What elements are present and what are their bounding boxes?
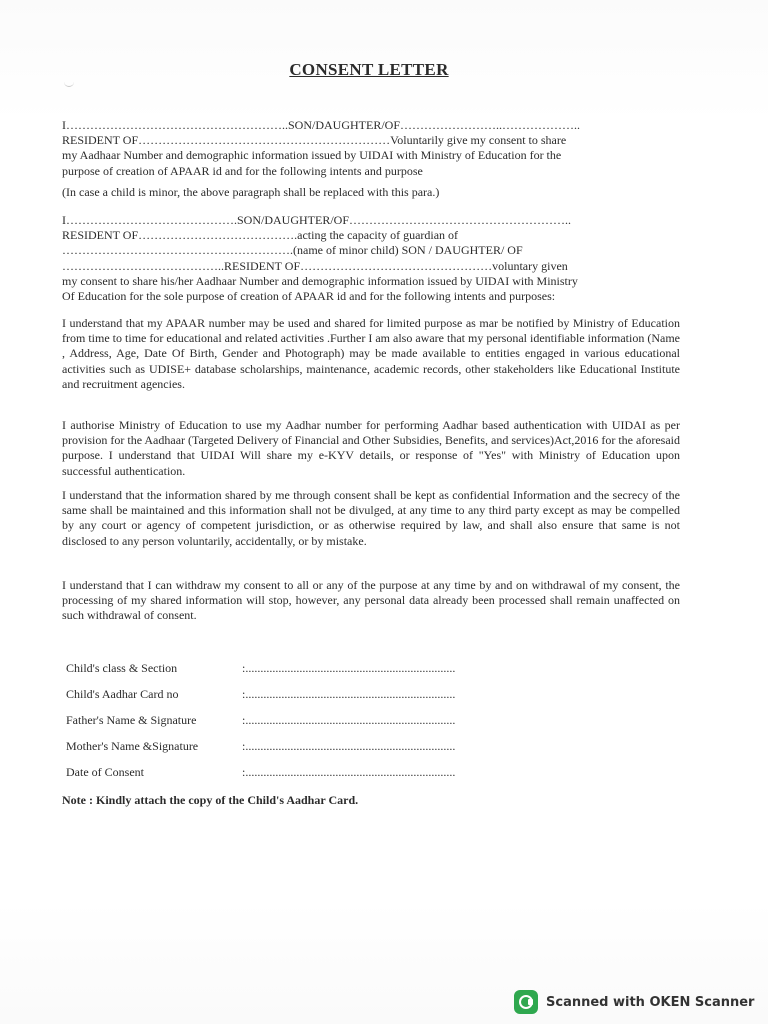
oken-scanner-icon: [514, 990, 538, 1014]
paragraph-text: I authorise Ministry of Education to use my Aadhar number for performing Aadhar based authentication with UIDAI as per provision for the Aadhaar (Targeted Delivery of Financial and Other Subsidies, Benefits, and services)Act,2016 for the aforesaid purpose. I understand that UIDAI Will share my e-KYV details, or response of "Yes" with Ministry of Education upon successful authentication.: [62, 418, 680, 478]
field-blank[interactable]: :......................................................................: [242, 713, 456, 727]
field-blank[interactable]: :......................................................................: [242, 739, 456, 753]
minor-line-3: ………………………………………………….(name of minor child) SON / DAUGHTER/ OF: [62, 243, 523, 258]
minor-line-4: …………………………………..RESIDENT OF…………………………………………voluntary given: [62, 258, 568, 273]
adult-line-1: I………………………………………………..SON/DAUGHTER/OF……………………..………………..: [62, 118, 581, 132]
adult-consent-block: [62, 118, 680, 179]
minor-note-text: (In case a child is minor, the above paragraph shall be replaced with this para.): [62, 185, 440, 199]
field-mother-name[interactable]: [66, 739, 506, 755]
scanner-watermark-text: Scanned with OKEN Scanner: [546, 994, 755, 1010]
adult-line-4: purpose of creation of APAAR id and for the following intents and purpose: [62, 163, 423, 178]
adult-line-3: my Aadhaar Number and demographic information issued by UIDAI with Ministry of Education for the: [62, 148, 562, 163]
minor-line-6: Of Education for the sole purpose of creation of APAAR id and for the following intents and purposes:: [62, 289, 556, 304]
field-blank[interactable]: :......................................................................: [242, 661, 456, 675]
field-label: Father's Name & Signature: [66, 713, 197, 727]
minor-note: [62, 185, 680, 200]
field-label: Child's Aadhar Card no: [66, 687, 179, 701]
field-label: Mother's Name &Signature: [66, 739, 199, 753]
field-date-of-consent[interactable]: [66, 765, 506, 781]
aadhar-attachment-note: Note : Kindly attach the copy of the Child's Aadhar Card.: [62, 793, 359, 807]
field-blank[interactable]: :......................................................................: [242, 687, 456, 701]
document-title: CONSENT LETTER: [289, 60, 449, 79]
paragraph-text: I understand that my APAAR number may be used and shared for limited purpose as mar be notified by Ministry of Education from time to time for educational and related activities .Further I am also aware that my personal identifiable information (Name , Address, Age, Date Of Birth, Gender and Photograph) may be made available to entities engaged in various educational activities such as UDISE+ database scholarships, maintenance, academic records, other stakeholders like Educational Institute and recruitment agencies.: [62, 316, 680, 391]
scanner-watermark: [514, 990, 754, 1014]
field-blank[interactable]: :......................................................................: [242, 765, 456, 779]
minor-line-1: I…………………………………….SON/DAUGHTER/OF………………………………………………..: [62, 213, 572, 227]
minor-line-5: my consent to share his/her Aadhaar Number and demographic information issued by UIDAI with Ministry: [62, 273, 578, 288]
aadhar-authorisation-paragraph: [62, 418, 680, 479]
scan-smudge: [64, 80, 74, 87]
minor-consent-block: [62, 213, 680, 304]
paragraph-text: I understand that I can withdraw my consent to all or any of the purpose at any time by and on withdrawal of my consent, the processing of my shared information will stop, however, any personal data already been processed shall remain unaffected on such withdrawal of consent.: [62, 578, 680, 623]
apaar-usage-paragraph: [62, 316, 680, 392]
paragraph-text: I understand that the information shared by me through consent shall be kept as confidential Information and the secrecy of the same shall be maintained and this information shall not be divulged, at any time to any third party except as may be compelled by any court or agency of competent jurisdiction, or as otherwise required by law, and shall also ensure that same is not disclosed to any person voluntarily, accidentally, or by mistake.: [62, 488, 680, 548]
adult-line-2: RESIDENT OF………………………………………………………Voluntarily give my consent to share: [62, 133, 567, 148]
field-father-name[interactable]: [66, 713, 506, 729]
field-label: Child's class & Section: [66, 661, 178, 675]
field-child-aadhar[interactable]: [66, 687, 506, 703]
field-label: Date of Consent: [66, 765, 144, 779]
confidentiality-paragraph: [62, 488, 680, 549]
field-child-class[interactable]: [66, 661, 506, 677]
withdrawal-paragraph: [62, 578, 680, 624]
minor-line-2: RESIDENT OF………………………………….acting the capacity of guardian of: [62, 228, 459, 243]
